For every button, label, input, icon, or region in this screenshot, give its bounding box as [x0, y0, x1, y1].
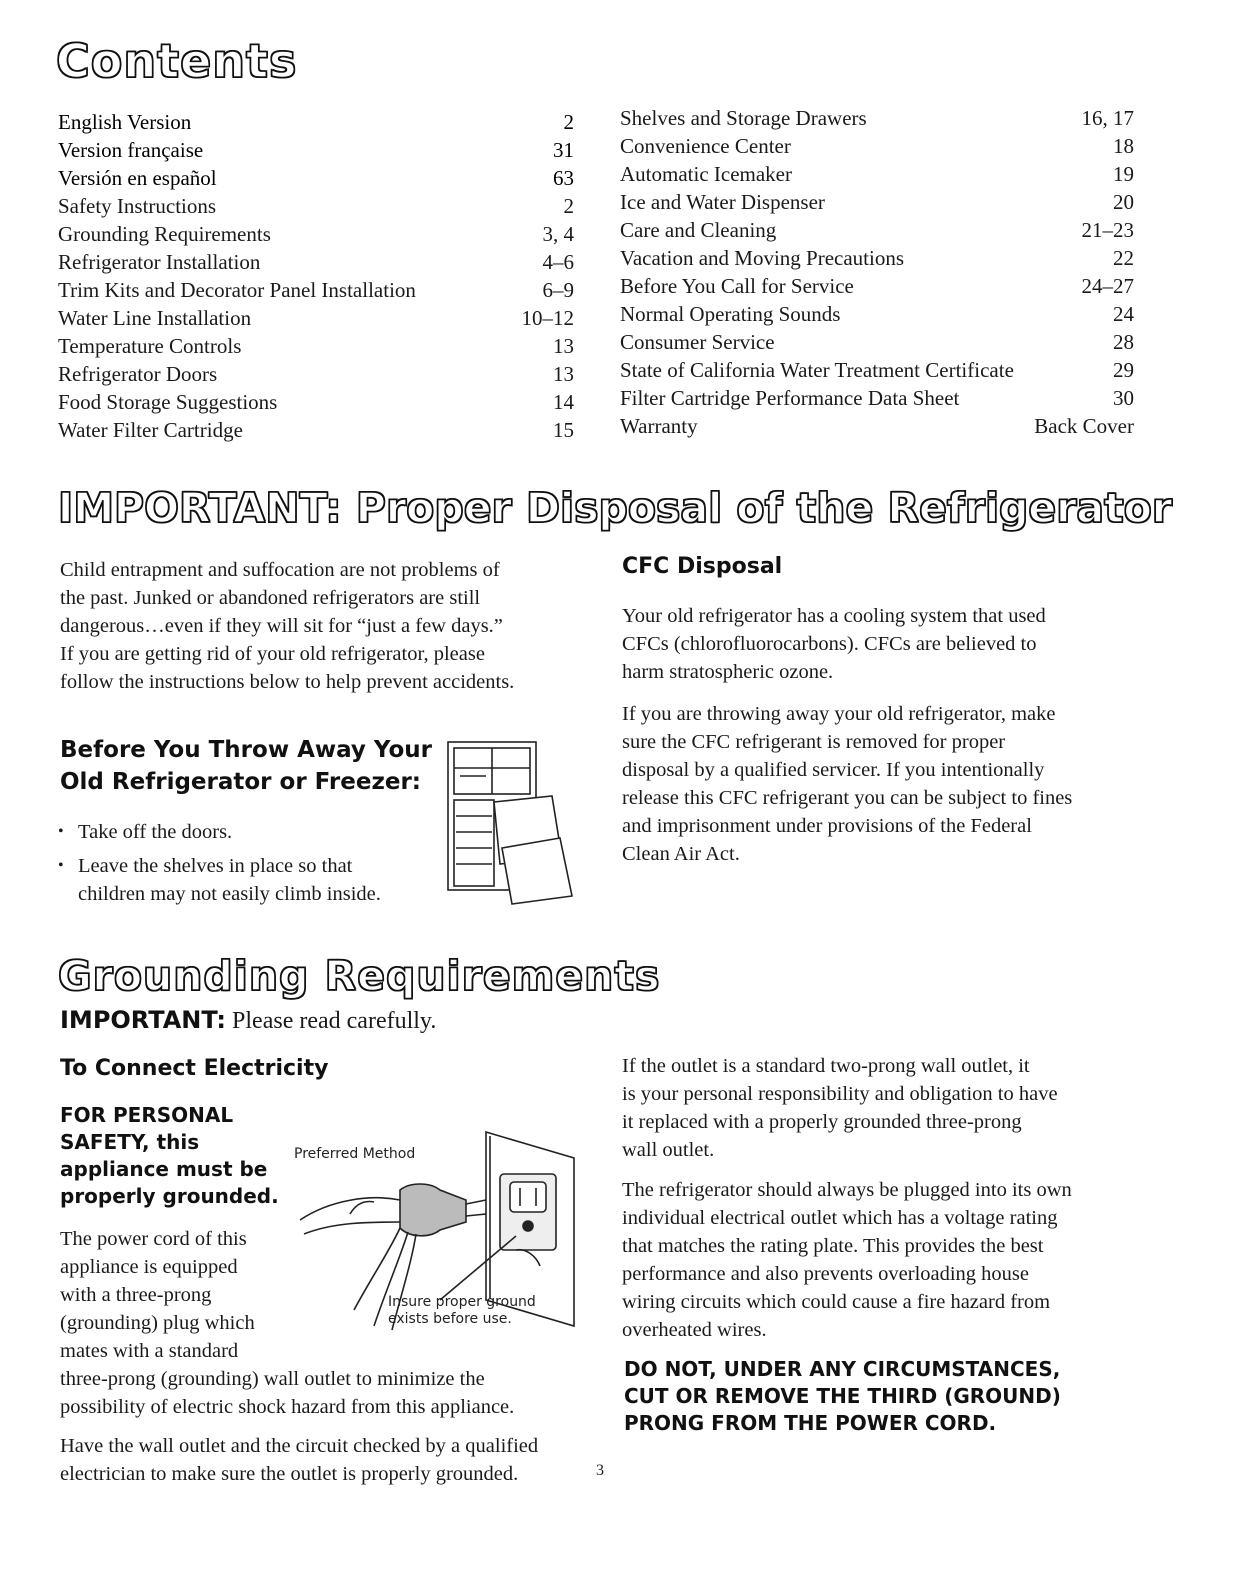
text-line: overheated wires.	[622, 1319, 767, 1341]
text-line: disposal by a qualified servicer. If you intentionally	[622, 759, 1045, 781]
toc-entry[interactable]: Versión en español 63	[58, 166, 574, 190]
toc-entry[interactable]: Water Filter Cartridge 15	[58, 418, 574, 442]
grounding-heading: Grounding Requirements	[58, 952, 661, 1000]
toc-right-column	[620, 104, 1134, 440]
power-cord-paragraph	[60, 1225, 300, 1365]
disposal-heading: IMPORTANT: Proper Disposal of the Refrigerator	[58, 484, 1173, 532]
text-line: follow the instructions below to help prevent accidents.	[60, 671, 515, 693]
toc-entry[interactable]: Normal Operating Sounds 24	[620, 302, 1134, 326]
before-throw-heading: Before You Throw Away Your Old Refrigerator or Freezer:	[60, 737, 432, 795]
toc-entry[interactable]: State of California Water Treatment Certificate 29	[620, 358, 1134, 382]
disposal-intro	[60, 556, 580, 696]
text-line: The power cord of this	[60, 1228, 247, 1250]
text-line: with a three-prong	[60, 1284, 212, 1306]
text-line: is your personal responsibility and obligation to have	[622, 1083, 1058, 1105]
toc-entry[interactable]: Consumer Service 28	[620, 330, 1134, 354]
insure-ground-caption: Insure proper ground exists before use.	[388, 1294, 536, 1327]
bullet-take-off-doors: • Take off the doors.	[58, 818, 438, 846]
toc-entry[interactable]: Ice and Water Dispenser 20	[620, 190, 1134, 214]
open-refrigerator-illustration	[442, 736, 582, 906]
text-line: If you are getting rid of your old refrigerator, please	[60, 643, 485, 665]
preferred-method-caption: Preferred Method	[294, 1146, 416, 1162]
cfc-heading: CFC Disposal	[622, 554, 783, 579]
toc-entry[interactable]: Automatic Icemaker 19	[620, 162, 1134, 186]
text-line: possibility of electric shock hazard from this appliance.	[60, 1396, 515, 1418]
text-line: performance and also prevents overloading house	[622, 1263, 1030, 1285]
text-line: If the outlet is a standard two-prong wall outlet, it	[622, 1055, 1030, 1077]
page-number: 3	[596, 1462, 604, 1479]
cfc-paragraph-1	[622, 602, 1162, 686]
power-cord-paragraph-cont	[60, 1365, 600, 1421]
cfc-paragraph-2	[622, 700, 1162, 868]
toc-entry[interactable]: Food Storage Suggestions 14	[58, 390, 574, 414]
text-line: dangerous…even if they will sit for “just a few days.”	[60, 615, 503, 637]
grounding-important-line: IMPORTANT: Please read carefully.	[60, 1006, 437, 1034]
text-line: sure the CFC refrigerant is removed for proper	[622, 731, 1006, 753]
text-line: CFCs (chlorofluorocarbons). CFCs are believed to	[622, 633, 1037, 655]
text-line: and imprisonment under provisions of the Federal	[622, 815, 1032, 837]
bullet-leave-shelves: • Leave the shelves in place so that children may not easily climb inside.	[58, 852, 438, 908]
toc-entry[interactable]: Grounding Requirements 3, 4	[58, 222, 574, 246]
text-line: Child entrapment and suffocation are not problems of	[60, 559, 500, 581]
toc-entry[interactable]: Filter Cartridge Performance Data Sheet 30	[620, 386, 1134, 410]
personal-safety-statement: FOR PERSONAL SAFETY, this appliance must be properly grounded.	[60, 1103, 279, 1208]
text-line: wall outlet.	[622, 1139, 715, 1161]
text-line: Have the wall outlet and the circuit checked by a qualified	[60, 1435, 539, 1457]
toc-entry[interactable]: Trim Kits and Decorator Panel Installation 6–9	[58, 278, 574, 302]
text-line: If you are throwing away your old refrigerator, make	[622, 703, 1056, 725]
text-line: mates with a standard	[60, 1340, 239, 1362]
toc-entry[interactable]: Shelves and Storage Drawers 16, 17	[620, 106, 1134, 130]
toc-entry[interactable]: Refrigerator Doors 13	[58, 362, 574, 386]
toc-entry[interactable]: Refrigerator Installation 4–6	[58, 250, 574, 274]
text-line: appliance is equipped	[60, 1256, 238, 1278]
text-line: release this CFC refrigerant you can be subject to fines	[622, 787, 1073, 809]
text-line: harm stratospheric ozone.	[622, 661, 834, 683]
text-line: individual electrical outlet which has a voltage rating	[622, 1207, 1058, 1229]
toc-entry[interactable]: Care and Cleaning 21–23	[620, 218, 1134, 242]
toc-entry[interactable]: Convenience Center 18	[620, 134, 1134, 158]
ground-prong-warning: DO NOT, UNDER ANY CIRCUMSTANCES, CUT OR REMOVE THE THIRD (GROUND) PRONG FROM THE POWER CORD.	[624, 1357, 1061, 1435]
have-outlet-checked-paragraph	[60, 1432, 600, 1488]
toc-entry[interactable]: Warranty Back Cover	[620, 414, 1134, 438]
disposal-bullets	[58, 818, 438, 908]
text-line: wiring circuits which could cause a fire hazard from	[622, 1291, 1051, 1313]
text-line: (grounding) plug which	[60, 1312, 255, 1334]
toc-entry[interactable]: Before You Call for Service 24–27	[620, 274, 1134, 298]
toc-entry[interactable]: English Version 2	[58, 110, 574, 134]
toc-entry[interactable]: Temperature Controls 13	[58, 334, 574, 358]
text-line: the past. Junked or abandoned refrigerators are still	[60, 587, 481, 609]
toc-entry[interactable]: Version française 31	[58, 138, 574, 162]
two-prong-outlet-paragraph	[622, 1052, 1162, 1164]
text-line: electrician to make sure the outlet is properly grounded.	[60, 1463, 519, 1485]
toc-left-column	[58, 108, 574, 444]
toc-entry[interactable]: Water Line Installation 10–12	[58, 306, 574, 330]
contents-heading: Contents	[56, 34, 298, 88]
toc-entry[interactable]: Safety Instructions 2	[58, 194, 574, 218]
text-line: The refrigerator should always be plugged into its own	[622, 1179, 1072, 1201]
text-line: Your old refrigerator has a cooling system that used	[622, 605, 1046, 627]
connect-electricity-heading: To Connect Electricity	[60, 1056, 329, 1081]
text-line: that matches the rating plate. This provides the best	[622, 1235, 1044, 1257]
text-line: it replaced with a properly grounded three-prong	[622, 1111, 1022, 1133]
individual-outlet-paragraph	[622, 1176, 1162, 1344]
text-line: Clean Air Act.	[622, 843, 740, 865]
toc-entry[interactable]: Vacation and Moving Precautions 22	[620, 246, 1134, 270]
text-line: three-prong (grounding) wall outlet to minimize the	[60, 1368, 485, 1390]
